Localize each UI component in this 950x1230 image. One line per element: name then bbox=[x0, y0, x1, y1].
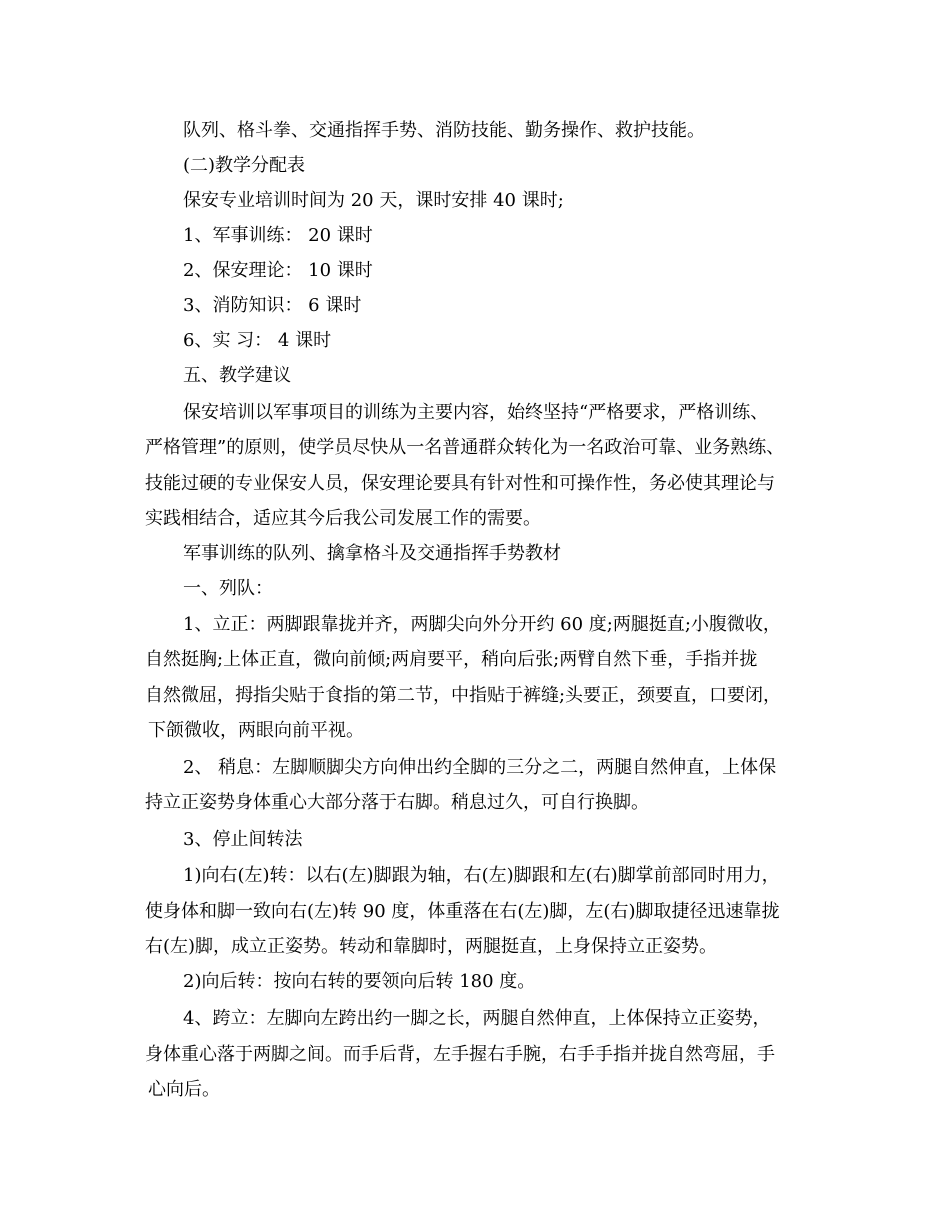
text-line: 2、 稍息：左脚顺脚尖方向伸出约全脚的三分之二，两腿自然伸直，上体保 bbox=[183, 757, 777, 778]
text-line: 队列、格斗拳、交通指挥手势、消防技能、勤务操作、救护技能。 bbox=[183, 120, 705, 141]
text-line: 4、跨立：左脚向左跨出约一脚之长，两腿自然伸直，上体保持立正姿势， bbox=[183, 1008, 771, 1029]
section-heading: 五、教学建议 bbox=[183, 365, 291, 386]
text-line: 右(左)脚，成立正姿势。转动和靠脚时，两腿挺直，上身保持立正姿势。 bbox=[145, 936, 718, 957]
text-line: 心向后。 bbox=[148, 1079, 220, 1100]
text-line: 1)向右(左)转：以右(左)脚跟为轴，右(左)脚跟和左(右)脚掌前部同时用力， bbox=[183, 865, 780, 886]
section-heading: 军事训练的队列、擒拿格斗及交通指挥手势教材 bbox=[183, 543, 561, 564]
section-heading: 一、列队： bbox=[183, 578, 273, 599]
text-line: 身体重心落于两脚之间。而手后背，左手握右手腕，右手手指并拢自然弯屈，手 bbox=[145, 1044, 775, 1065]
list-item: 2、保安理论： 10 课时 bbox=[183, 260, 373, 281]
text-line: 保安专业培训时间为 20 天，课时安排 40 课时; bbox=[183, 190, 564, 211]
text-line: 技能过硬的专业保安人员，保安理论要具有针对性和可操作性，务必使其理论与 bbox=[145, 473, 775, 494]
list-item: 6、实 习： 4 课时 bbox=[183, 330, 332, 351]
section-heading: 3、停止间转法 bbox=[183, 829, 303, 850]
text-line: 下颌微收，两眼向前平视。 bbox=[148, 720, 364, 741]
text-line: 自然挺胸;上体正直，微向前倾;两肩要平，稍向后张;两臂自然下垂，手指并拢 bbox=[145, 649, 758, 670]
text-line: 使身体和脚一致向右(左)转 90 度，体重落在右(左)脚，左(右)脚取捷径迅速靠拢 bbox=[145, 901, 780, 922]
section-heading: (二)教学分配表 bbox=[183, 155, 306, 176]
text-line: 持立正姿势身体重心大部分落于右脚。稍息过久，可自行换脚。 bbox=[145, 792, 649, 813]
list-item: 1、军事训练： 20 课时 bbox=[183, 225, 373, 246]
list-item: 3、消防知识： 6 课时 bbox=[183, 295, 362, 316]
text-line: 1、立正：两脚跟靠拢并齐，两脚尖向外分开约 60 度;两腿挺直;小腹微收， bbox=[183, 614, 781, 635]
text-line: 2)向后转：按向右转的要领向后转 180 度。 bbox=[183, 971, 536, 992]
text-line: 严格管理”的原则，使学员尽快从一名普通群众转化为一名政治可靠、业务熟练、 bbox=[145, 437, 785, 458]
text-line: 自然微屈，拇指尖贴于食指的第二节，中指贴于裤缝;头要正，颈要直，口要闭， bbox=[145, 685, 782, 706]
text-line: 保安培训以军事项目的训练为主要内容，始终坚持“严格要求，严格训练、 bbox=[183, 402, 769, 423]
text-line: 实践相结合，适应其今后我公司发展工作的需要。 bbox=[145, 508, 541, 529]
